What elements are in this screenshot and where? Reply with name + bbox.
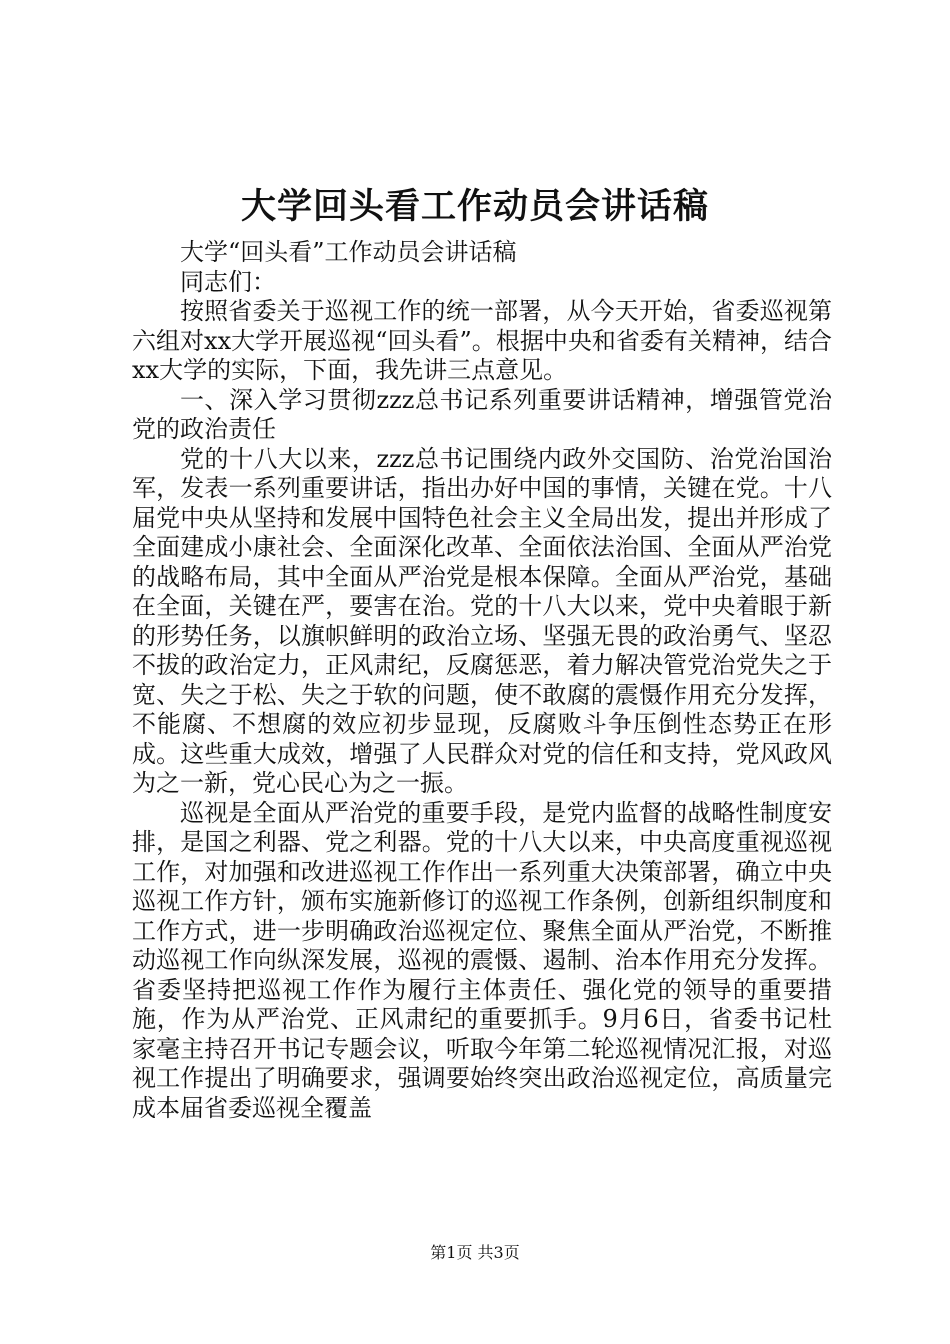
body-paragraph-subtitle: 大学“回头看”工作动员会讲话稿 xyxy=(180,238,517,266)
body-paragraph-salutation: 同志们： xyxy=(180,267,276,296)
body-paragraph-intro: 按照省委关于巡视工作的统一部署，从今天开始，省委巡视第六组对xx大学开展巡视“回头看”。根据中央和省委有关精神，结合xx大学的实际，下面，我先讲三点意见。 xyxy=(132,297,832,384)
document-title: 大学回头看工作动员会讲话稿 xyxy=(240,186,709,227)
document-body xyxy=(132,238,832,1123)
body-paragraph: 党的十八大以来，zzz总书记围绕内政外交国防、治党治国治军，发表一系列重要讲话，指出办好中国的事情，关键在党。十八届党中央从坚持和发展中国特色社会主义全局出发，提出并形成了全面建成小康社会、全面深化改革、全面依法治国、全面从严治党的战略布局，其中全面从严治党是根本保障。全面从严治党，基础在全面，关键在严，要害在治。党的十八大以来，党中央着眼于新的形势任务，以旗帜鲜明的政治立场、坚强无畏的政治勇气、坚忍不拔的政治定力，正风肃纪，反腐惩恶，着力解决管党治党失之于宽、失之于松、失之于软的问题，使不敢腐的震慑作用充分发挥，不能腐、不想腐的效应初步显现，反腐败斗争压倒性态势正在形成。这些重大成效，增强了人民群众对党的信任和支持，党风政风为之一新，党心民心为之一振。 xyxy=(132,444,832,797)
page-number-footer: 第1页 共3页 xyxy=(430,1243,520,1262)
body-paragraph: 巡视是全面从严治党的重要手段，是党内监督的战略性制度安排，是国之利器、党之利器。党的十八大以来，中央高度重视巡视工作，对加强和改进巡视工作作出一系列重大决策部署，确立中央巡视工作方针，颁布实施新修订的巡视工作条例，创新组织制度和工作方式，进一步明确政治巡视定位、聚焦全面从严治党，不断推动巡视工作向纵深发展，巡视的震慑、遏制、治本作用充分发挥。省委坚持把巡视工作作为履行主体责任、强化党的领导的重要措施，作为从严治党、正风肃纪的重要抓手。9月6日，省委书记杜家毫主持召开书记专题会议，听取今年第二轮巡视情况汇报，对巡视工作提出了明确要求，强调要始终突出政治巡视定位，高质量完成本届省委巡视全覆盖 xyxy=(132,798,832,1122)
body-paragraph-heading-1: 一、深入学习贯彻zzz总书记系列重要讲话精神，增强管党治党的政治责任 xyxy=(132,385,832,443)
